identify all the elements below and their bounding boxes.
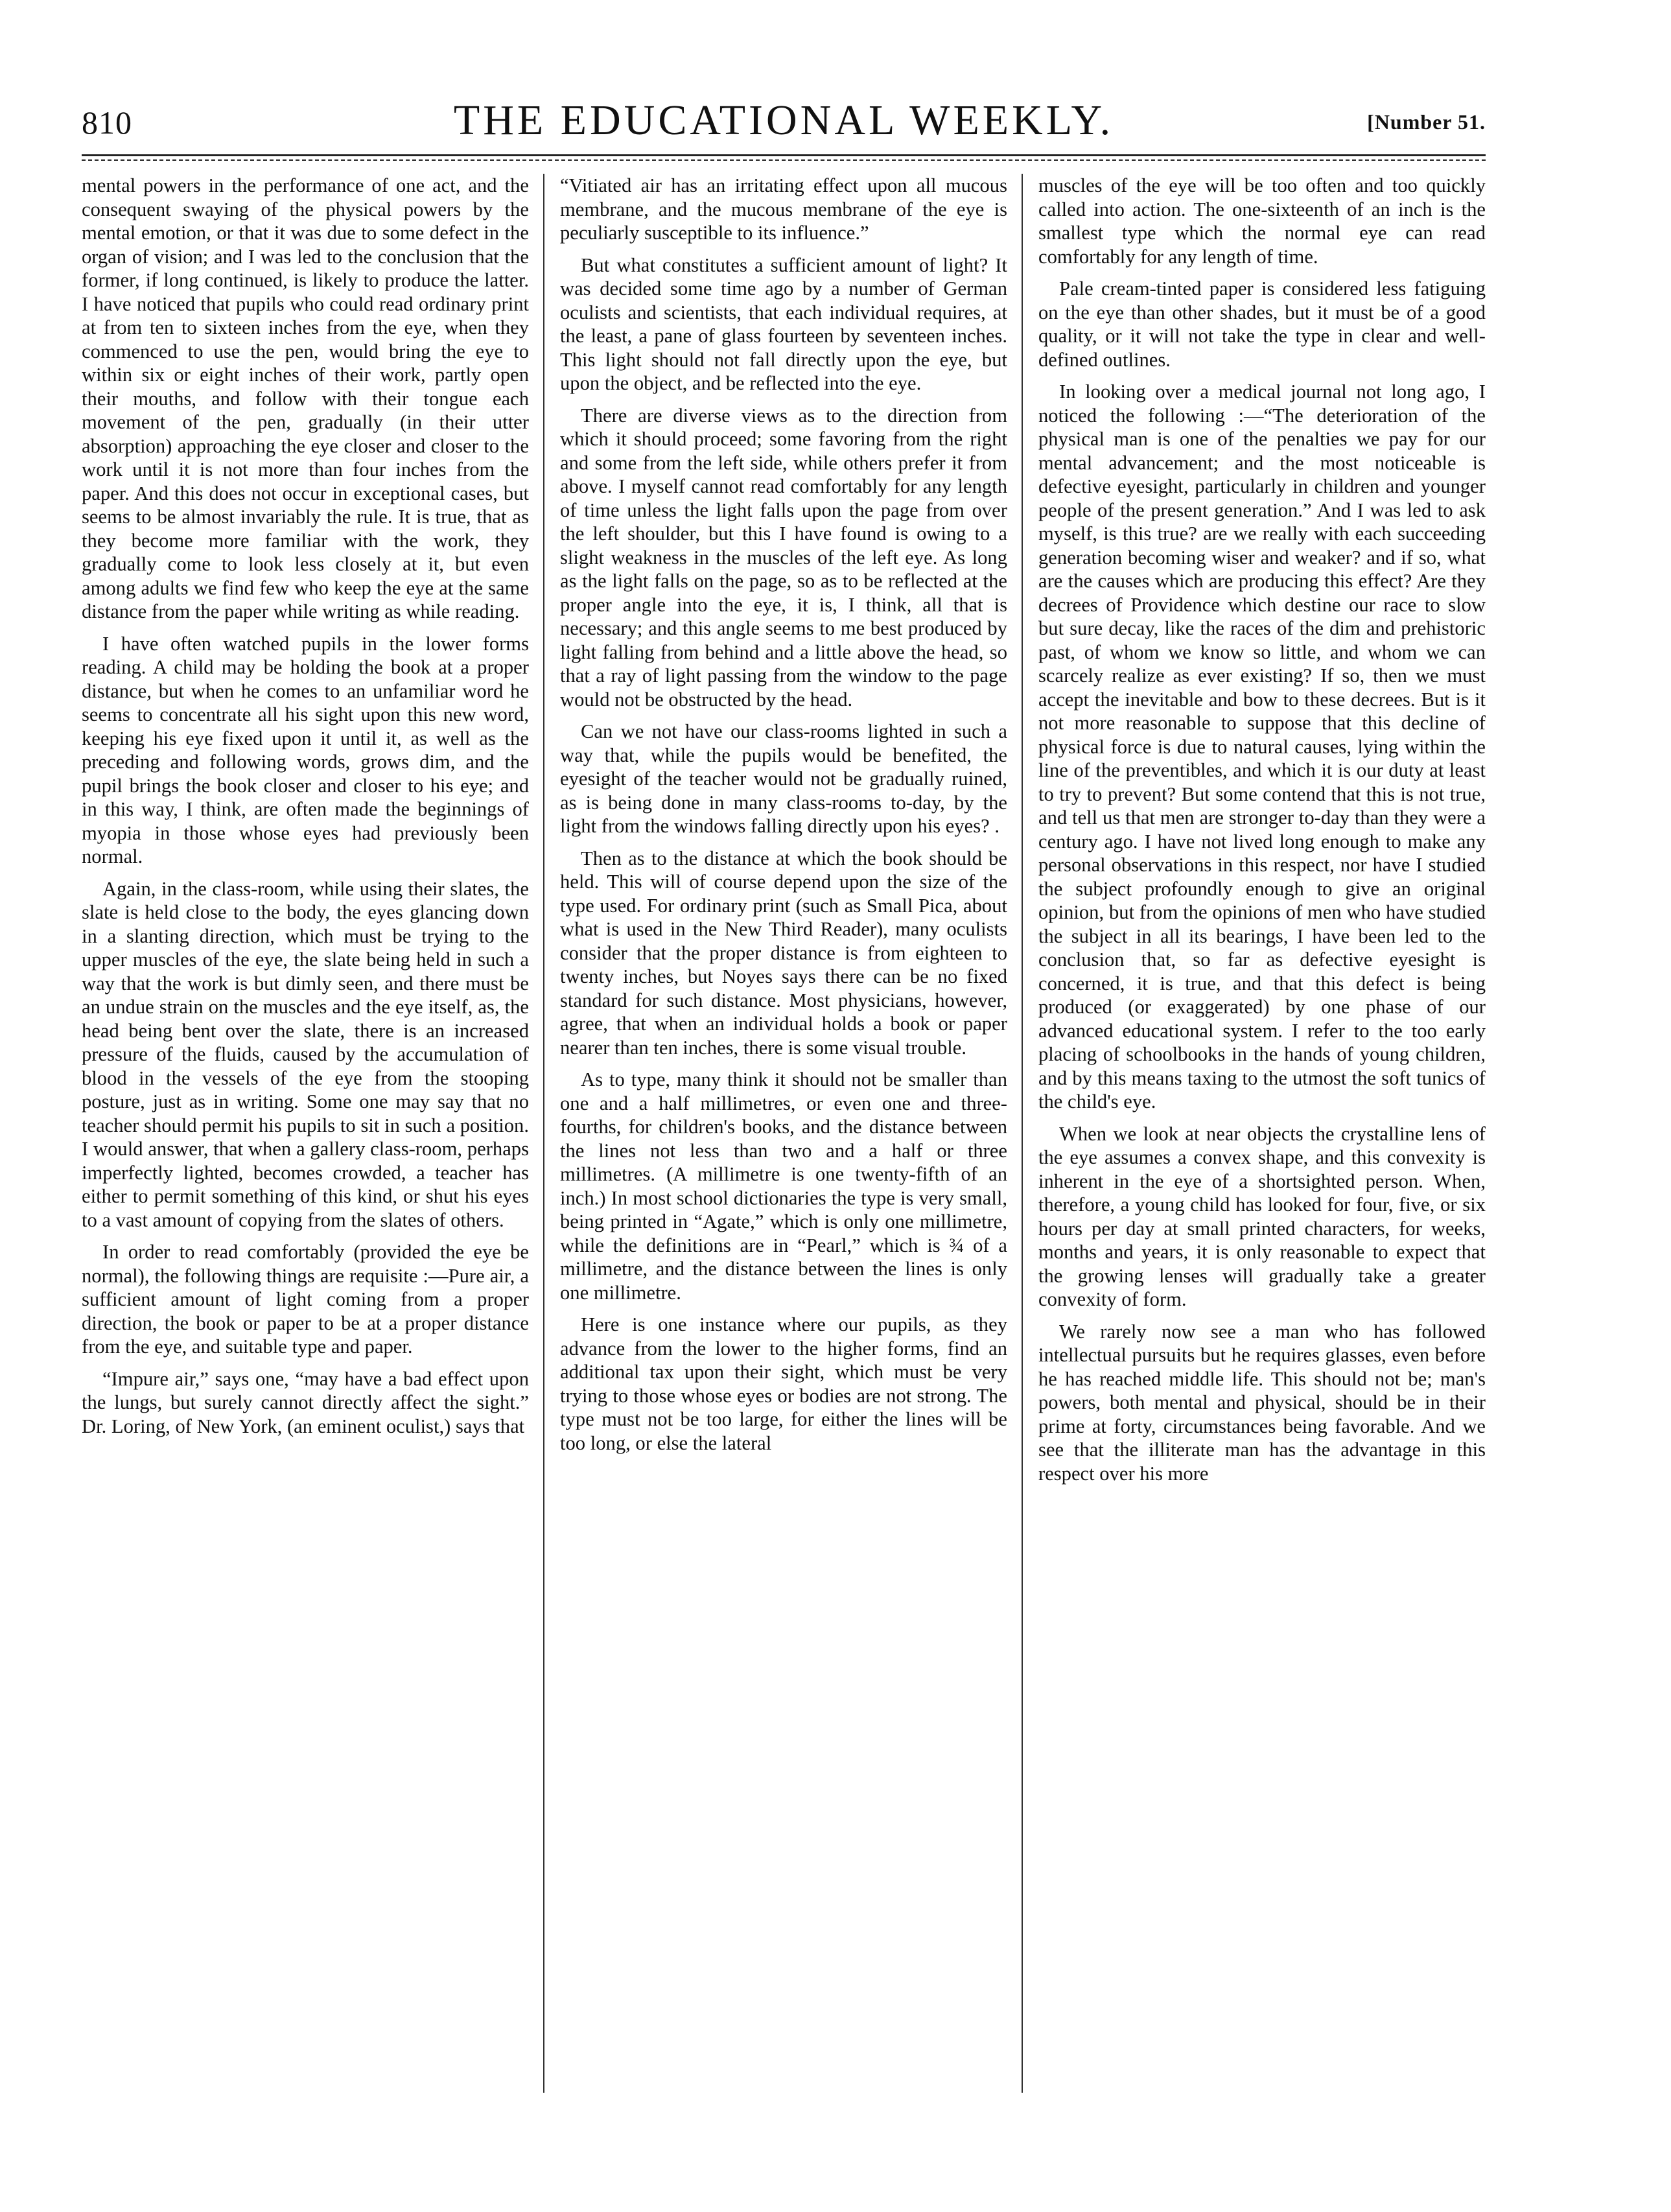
column-1	[82, 174, 529, 2119]
header-rule-dashed	[82, 159, 1486, 161]
paragraph: mental powers in the performance of one act, and the consequent swaying of the physical powers by the mental emotion, or that it was due to some defect in the organ of vision; and I was led to the conclusion that the former, if long continued, is likely to produce the latter. I have noticed that pupils who could read ordinary print at from ten to sixteen inches from the eye, when they commenced to use the pen, would bring the eye to within six or eight inches of their work, partly open their mouths, and follow with their tongue each movement of the pen, gradually (in their utter absorption) approaching the eye closer and closer to the work until it is not more than four inches from the paper. And this does not occur in exceptional cases, but seems to be almost invariably the rule. It is true, that as they become more familiar with the work, they gradually come to look less closely at it, but even among adults we find few who keep the eye at the same distance from the paper while writing as while reading.	[82, 174, 529, 622]
column-3	[1038, 174, 1486, 2119]
paragraph: Pale cream-tinted paper is considered less fatiguing on the eye than other shades, but it must be of a good quality, or it will not take the type in clear and well-defined outlines.	[1038, 277, 1486, 371]
paragraph: As to type, many think it should not be smaller than one and a half millimetres, or even one and three-fourths, for children's books, and the distance between the lines not less than two and a half or three millimetres. (A millimetre is one twenty-fifth of an inch.) In most school dictionaries the type is very small, being printed in “Agate,” which is only one millimetre, while the definitions are in “Pearl,” which is ¾ of a millimetre, and the distance between the lines is only one millimetre.	[560, 1068, 1007, 1304]
page-header	[82, 96, 1486, 149]
paragraph: There are diverse views as to the direction from which it should proceed; some favoring from the right and some from the left side, while others prefer it from above. I myself cannot read comfortably for any length of time unless the light falls upon the page from over the left shoulder, but this I have found is owing to a slight weakness in the muscles of the left eye. As long as the light falls on the page, so as to be reflected at the proper angle into the eye, it is, I think, all that is necessary; and this angle seems to me best produced by light falling from behind and a little above the head, so that a ray of light passing from the window to the page would not be obstructed by the head.	[560, 404, 1007, 711]
article-body	[82, 174, 1486, 2119]
paragraph: Here is one instance where our pupils, as they advance from the lower to the higher forms, find an additional tax upon their sight, which must be very trying to those whose eyes or bodies are not strong. The type must not be too large, for either the lines will be too long, or else the lateral	[560, 1313, 1007, 1454]
paragraph: When we look at near objects the crystalline lens of the eye assumes a convex shape, and this convexity is inherent in the eye of a shortsighted person. When, therefore, a young child has looked for four, five, or six hours per day at small printed characters, for weeks, months and years, it is only reasonable to expect that the growing lenses will gradually take a greater convexity of form.	[1038, 1122, 1486, 1310]
paragraph: muscles of the eye will be too often and too quickly called into action. The one-sixteenth of an inch is the smallest type which the normal eye can read comfortably for any length of time.	[1038, 174, 1486, 268]
paragraph: In looking over a medical journal not long ago, I noticed the following :—“The deterioration of the physical man is one of the penalties we pay for our mental advancement; and the most noticeable is defective eyesight, particularly in children and younger people of the present generation.” And I was led to ask myself, is this true? are we really with each succeeding generation becoming wiser and weaker? and if so, what are the causes which are producing this effect? Are they decrees of Providence which destine our race to slow but sure decay, like the races of the dim and prehistoric past, of whom we know so little, and whom we can scarcely realize as ever existing? If so, then we must accept the inevitable and bow to these decrees. But is it not more reasonable to suppose that this decline of physical force is due to natural causes, lying within the line of the preventibles, and which it is our duty at least to try to prevent? But some contend that this is not true, and tell us that men are stronger to-day than they were a century ago. I have not lived long enough to make any personal observations in this respect, nor have I studied the subject profoundly enough to give an original opinion, but from the opinions of men who have studied the subject in all its bearings, I have been led to the conclusion that, so far as defective eyesight is concerned, it is true, and that this defect is being produced (or exaggerated) by one phase of our advanced educational system. I refer to the too early placing of schoolbooks in the hands of young children, and by this means taxing to the utmost the soft tunics of the child's eye.	[1038, 381, 1486, 1112]
paragraph: In order to read comfortably (provided the eye be normal), the following things are requisite :—Pure air, a sufficient amount of light coming from a proper direction, the book or paper to be at a proper distance from the eye, and suitable type and paper.	[82, 1241, 529, 1358]
paragraph: I have often watched pupils in the lower forms reading. A child may be holding the book at a proper distance, but when he comes to an unfamiliar word he seems to concentrate all his sight upon this new word, keeping his eye fixed upon it until it, as well as the preceding and following words, grows dim, and the pupil brings the book closer and closer to his eye; and in this way, I think, are often made the beginnings of myopia in those whose eyes had previously been normal.	[82, 632, 529, 867]
paragraph: “Impure air,” says one, “may have a bad effect upon the lungs, but surely cannot directly affect the sight.” Dr. Loring, of New York, (an eminent oculist,) says that	[82, 1367, 529, 1437]
column-2	[560, 174, 1007, 2119]
paragraph: But what constitutes a sufficient amount of light? It was decided some time ago by a number of German oculists and scientists, that each individual requires, at the least, a pane of glass fourteen by seventeen inches. This light should not fall directly upon the eye, but upon the object, and be reflected into the eye.	[560, 253, 1007, 394]
paragraph: We rarely now see a man who has followed intellectual pursuits but he requires glasses, even before he has reached middle life. This should not be; man's powers, both mental and physical, should be in their prime at forty, circumstances being favorable. And we see that the illiterate man has the advantage in this respect over his more	[1038, 1320, 1486, 1485]
paragraph: “Vitiated air has an irritating effect upon all mucous membrane, and the mucous membrane of the eye is peculiarly susceptible to its influence.”	[560, 174, 1007, 244]
header-rule	[82, 154, 1486, 156]
paragraph: Again, in the class-room, while using their slates, the slate is held close to the body, the eyes glancing down in a slanting direction, which must be trying to the upper muscles of the eye, the slate being held in such a way that the work is but dimly seen, and there must be an undue strain on the muscles and the eye itself, as, the head being bent over the slate, there is an increased pressure of the fluids, caused by the accumulation of blood in the vessels of the eye from the stooping posture, just as in writing. Some one may say that no teacher should permit his pupils to sit in such a position. I would answer, that when a gallery class-room, perhaps imperfectly lighted, becomes crowded, a teacher has either to permit something of this kind, or shut his eyes to a vast amount of copying from the slates of others.	[82, 877, 529, 1231]
page-number: 810	[82, 104, 132, 141]
paragraph: Can we not have our class-rooms lighted in such a way that, while the pupils would be benefited, the eyesight of the teacher would not be gradually ruined, as is being done in many class-rooms to-day, by the light from the windows falling directly upon his eyes? .	[560, 720, 1007, 837]
paragraph: Then as to the distance at which the book should be held. This will of course depend upon the size of the type used. For ordinary print (such as Small Pica, about what is used in the New Third Reader), many oculists consider that the proper distance is from eighteen to twenty inches, but Noyes says there can be no fixed standard for such distance. Most physicians, however, agree, that when an individual holds a book or paper nearer than ten inches, there is some visual trouble.	[560, 847, 1007, 1059]
publication-title: THE EDUCATIONAL WEEKLY.	[453, 97, 1114, 144]
issue-number: [Number 51.	[1367, 110, 1486, 134]
